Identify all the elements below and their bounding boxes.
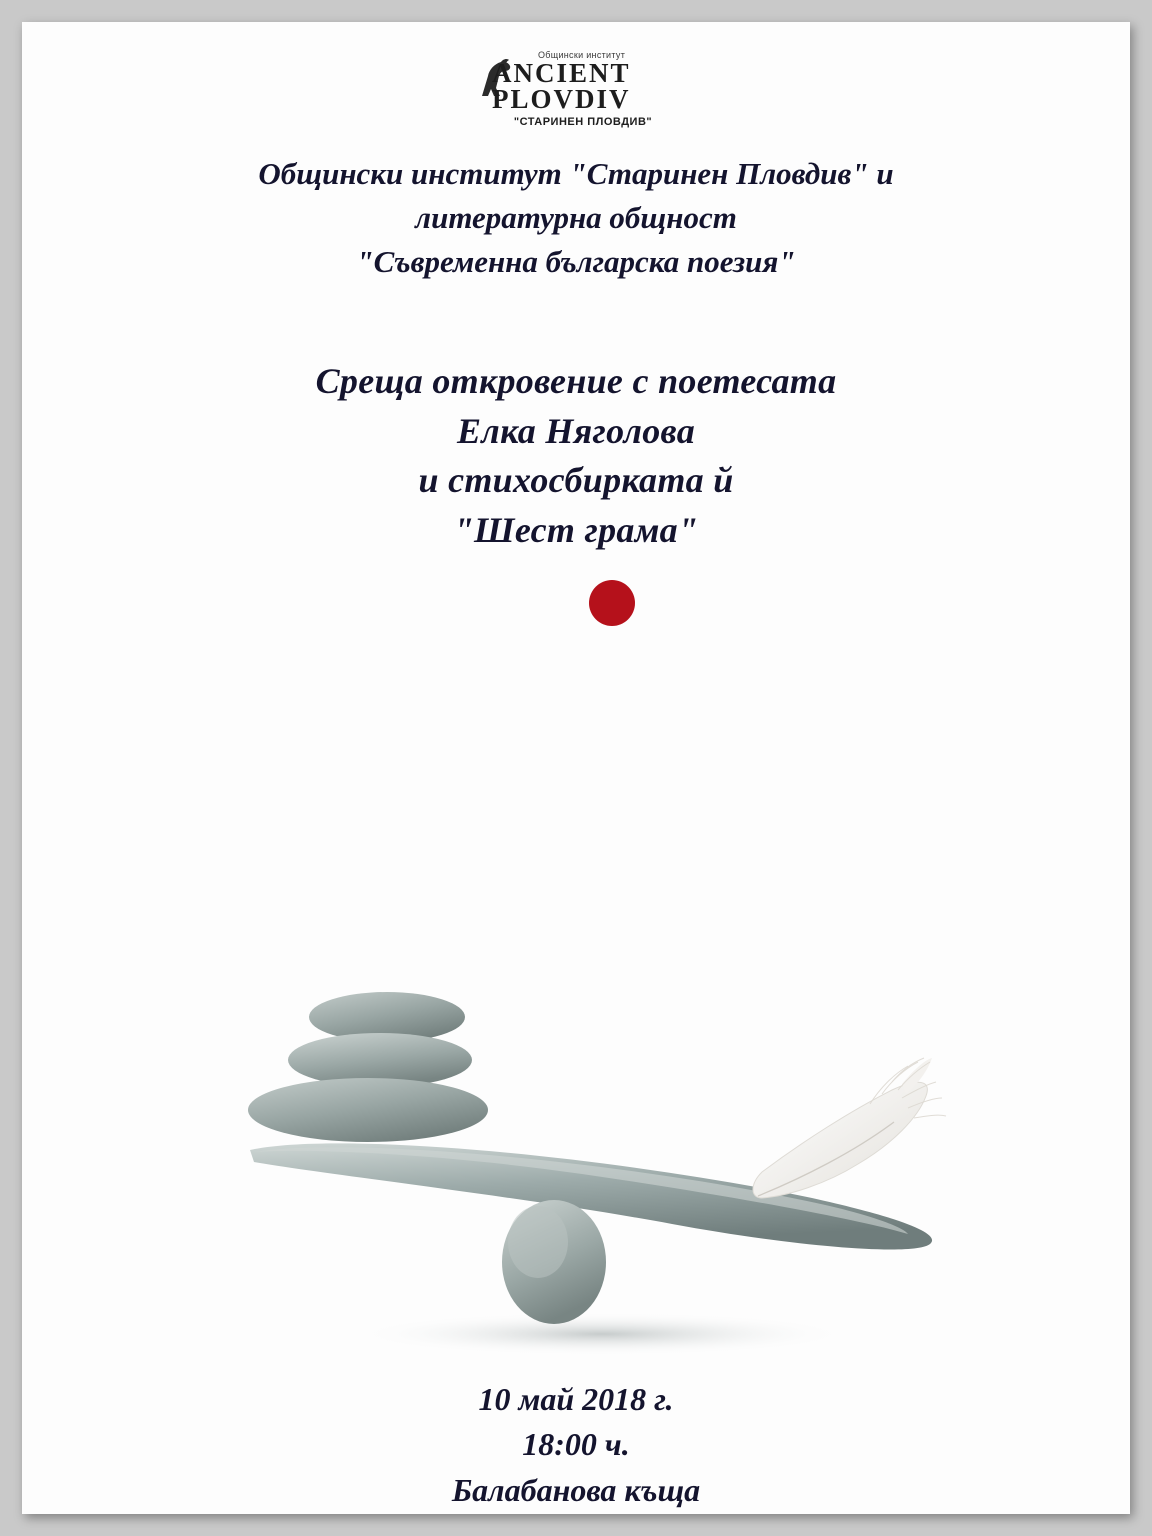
logo-subtitle: "СТАРИНЕН ПЛОВДИВ" <box>513 116 653 128</box>
ground-shadow <box>352 1312 852 1356</box>
logo-top-text: Общински институт <box>538 50 626 60</box>
event-title-line: Среща откровение с поетесата <box>315 361 837 401</box>
event-title-line: Елка Няголова <box>457 410 695 451</box>
event-title-line: и стихосбирката й <box>418 460 734 501</box>
logo-line-2: PLOVDIV <box>492 83 631 114</box>
fulcrum-highlight <box>508 1206 568 1278</box>
logo-wordmark <box>492 58 676 114</box>
organizer-line: Общински институт "Старинен Пловдив" и <box>258 156 894 191</box>
stone-bottom <box>248 1078 488 1142</box>
logo-line-1: ANCIENT <box>492 58 631 88</box>
balancing-stones-and-feather-illustration <box>202 962 962 1362</box>
event-time: 18:00 ч. <box>522 1426 630 1463</box>
red-dot-icon <box>589 580 635 626</box>
event-title-block <box>22 357 1130 556</box>
organizer-line: "Съвременна българска поезия" <box>356 244 796 280</box>
event-date: 10 май 2018 г. <box>478 1381 674 1417</box>
ancient-plovdiv-logo <box>476 50 676 132</box>
organizer-line: литературна общност <box>415 200 737 236</box>
logo-block <box>22 50 1130 132</box>
organizers-block <box>22 152 1130 284</box>
event-details-block <box>22 1377 1130 1513</box>
event-title-line: "Шест грама" <box>453 510 699 551</box>
event-venue: Балабанова къща <box>451 1471 701 1508</box>
poster-page <box>22 22 1130 1514</box>
feather-icon <box>753 1058 946 1198</box>
